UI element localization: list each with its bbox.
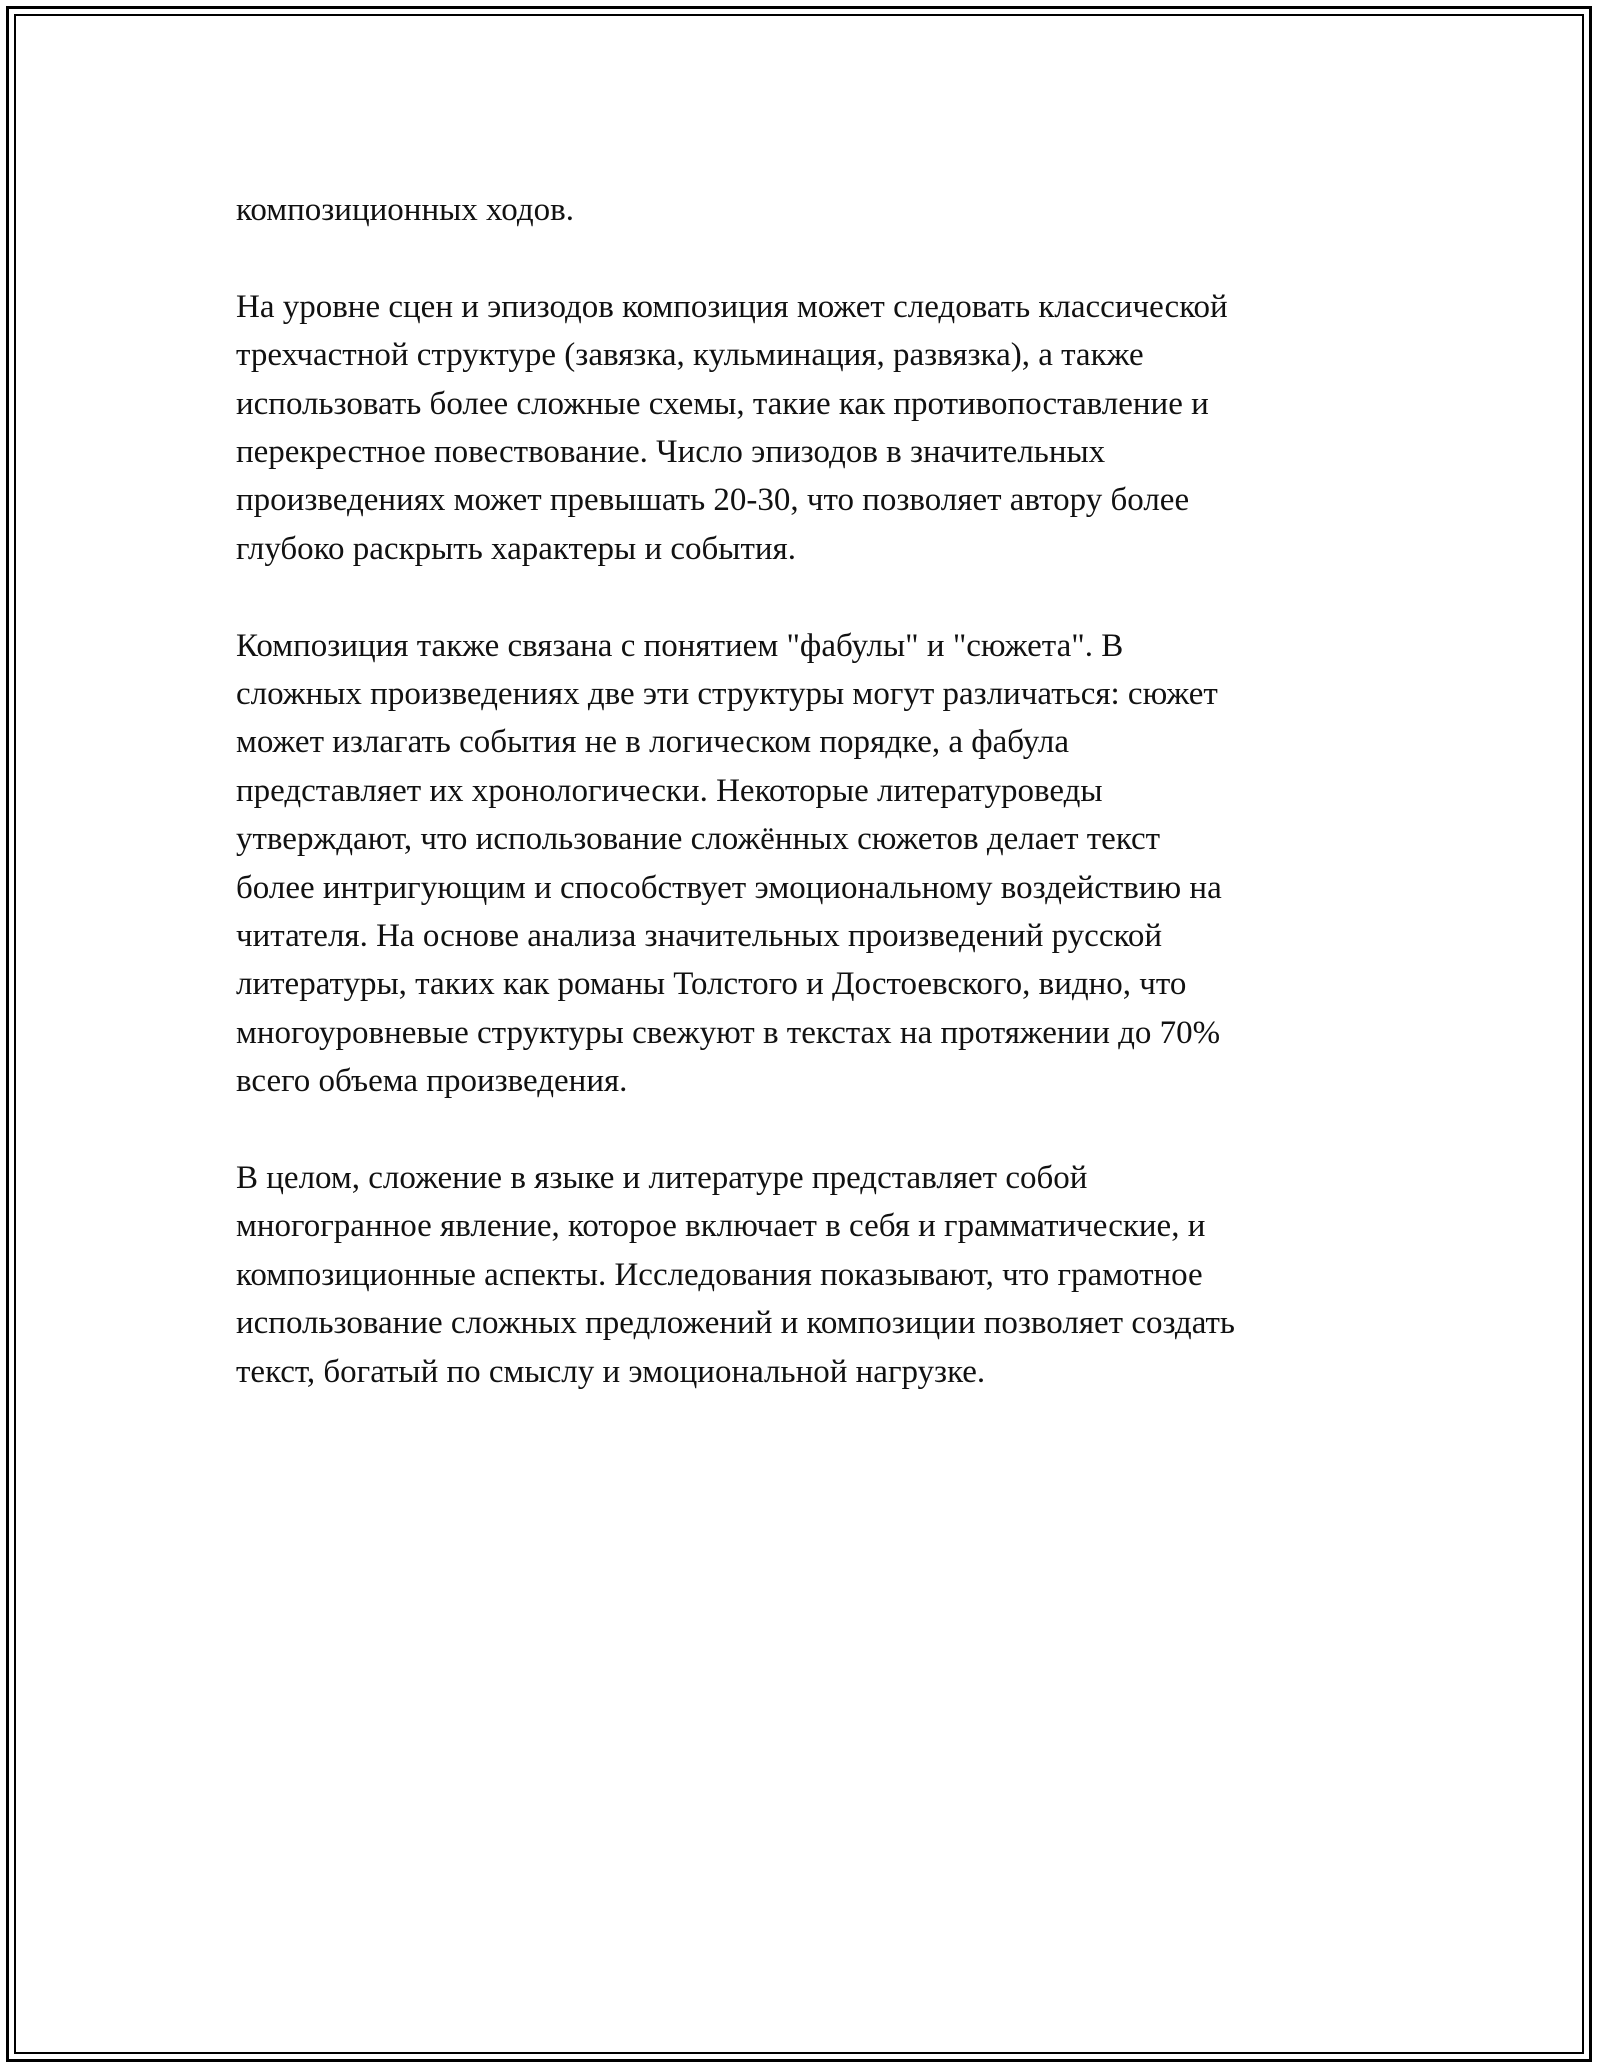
text-line: литературы, таких как романы Толстого и Достоевского, видно, что xyxy=(236,966,1187,1003)
text-line: На уровне сцен и эпизодов композиция может следовать классической xyxy=(236,288,1228,325)
text-line: текст, богатый по смыслу и эмоциональной нагрузке. xyxy=(236,1353,986,1390)
paragraph-2 xyxy=(236,283,1376,573)
text-line: произведениях может превышать 20-30, что позволяет автору более xyxy=(236,482,1190,519)
text-line: утверждают, что использование сложённых сюжетов делает текст xyxy=(236,821,1161,858)
text-line: глубоко раскрыть характеры и события. xyxy=(236,530,796,567)
text-line: композиционных ходов. xyxy=(236,192,574,228)
text-line: многоуровневые структуры свежуют в текстах на протяжении до 70% xyxy=(236,1014,1221,1051)
text-line: композиционные аспекты. Исследования показывают, что грамотное xyxy=(236,1256,1203,1293)
text-line: более интригующим и способствует эмоциональному воздействию на xyxy=(236,869,1222,906)
text-line: всего объема произведения. xyxy=(236,1063,628,1100)
text-line: В целом, сложение в языке и литературе представляет собой xyxy=(236,1160,1088,1197)
text-line: многогранное явление, которое включает в себя и грамматические, и xyxy=(236,1208,1206,1245)
text-line: использовать более сложные схемы, такие как противопоставление и xyxy=(236,385,1209,422)
text-line: сложных произведениях две эти структуры могут различаться: сюжет xyxy=(236,676,1218,713)
text-line: читателя. На основе анализа значительных произведений русской xyxy=(236,918,1162,955)
paragraph-1 xyxy=(236,186,1376,234)
paragraph-4 xyxy=(236,1154,1376,1396)
text-line: представляет их хронологически. Некоторые литературоведы xyxy=(236,772,1103,809)
document-body xyxy=(236,186,1376,1445)
paragraph-3 xyxy=(236,622,1376,1106)
text-line: использование сложных предложений и композиции позволяет создать xyxy=(236,1305,1235,1342)
text-line: может излагать события не в логическом порядке, а фабула xyxy=(236,724,1069,761)
text-line: трехчастной структуре (завязка, кульминация, развязка), а также xyxy=(236,337,1144,374)
text-line: Композиция также связана с понятием "фабулы" и "сюжета". В xyxy=(236,627,1124,664)
text-line: перекрестное повествование. Число эпизодов в значительных xyxy=(236,434,1106,471)
